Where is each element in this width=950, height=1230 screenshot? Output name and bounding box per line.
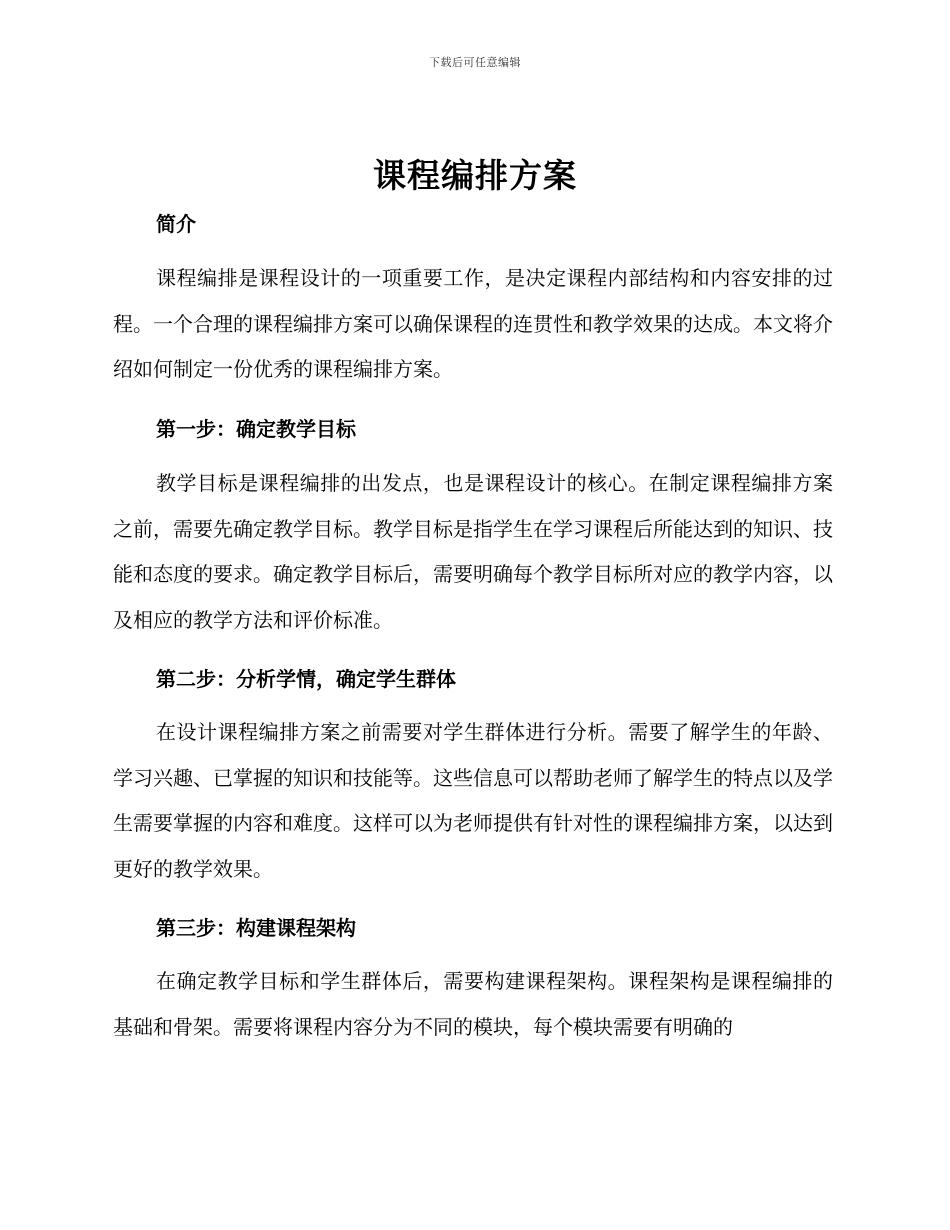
section-paragraph-step1: 教学目标是课程编排的出发点，也是课程设计的核心。在制定课程编排方案之前，需要先确定教学目标。教学目标是指学生在学习课程后所能达到的知识、技能和态度的要求。确定教学目标后，需要明确每个教学目标所对应的教学内容，以及相应的教学方法和评价标准。 — [113, 471, 833, 632]
section-paragraph-step2: 在设计课程编排方案之前需要对学生群体进行分析。需要了解学生的年龄、学习兴趣、已掌握的知识和技能等。这些信息可以帮助老师了解学生的特点以及学生需要掌握的内容和难度。这样可以为老师提供有针对性的课程编排方案，以达到更好的教学效果。 — [113, 720, 833, 881]
page-header-note: 下载后可任意编辑 — [429, 56, 521, 69]
section-heading-step1: 第一步：确定教学目标 — [156, 417, 356, 441]
section-paragraph-intro: 课程编排是课程设计的一项重要工作，是决定课程内部结构和内容安排的过程。一个合理的课程编排方案可以确保课程的连贯性和教学效果的达成。本文将介绍如何制定一份优秀的课程编排方案。 — [113, 266, 833, 381]
section-heading-step2: 第二步：分析学情，确定学生群体 — [156, 667, 456, 691]
section-paragraph-step3: 在确定教学目标和学生群体后，需要构建课程架构。课程架构是课程编排的基础和骨架。需要将课程内容分为不同的模块，每个模块需要有明确的 — [113, 969, 833, 1039]
section-heading-intro: 简介 — [156, 212, 196, 236]
document-title: 课程编排方案 — [373, 156, 577, 195]
section-heading-step3: 第三步：构建课程架构 — [156, 916, 356, 940]
